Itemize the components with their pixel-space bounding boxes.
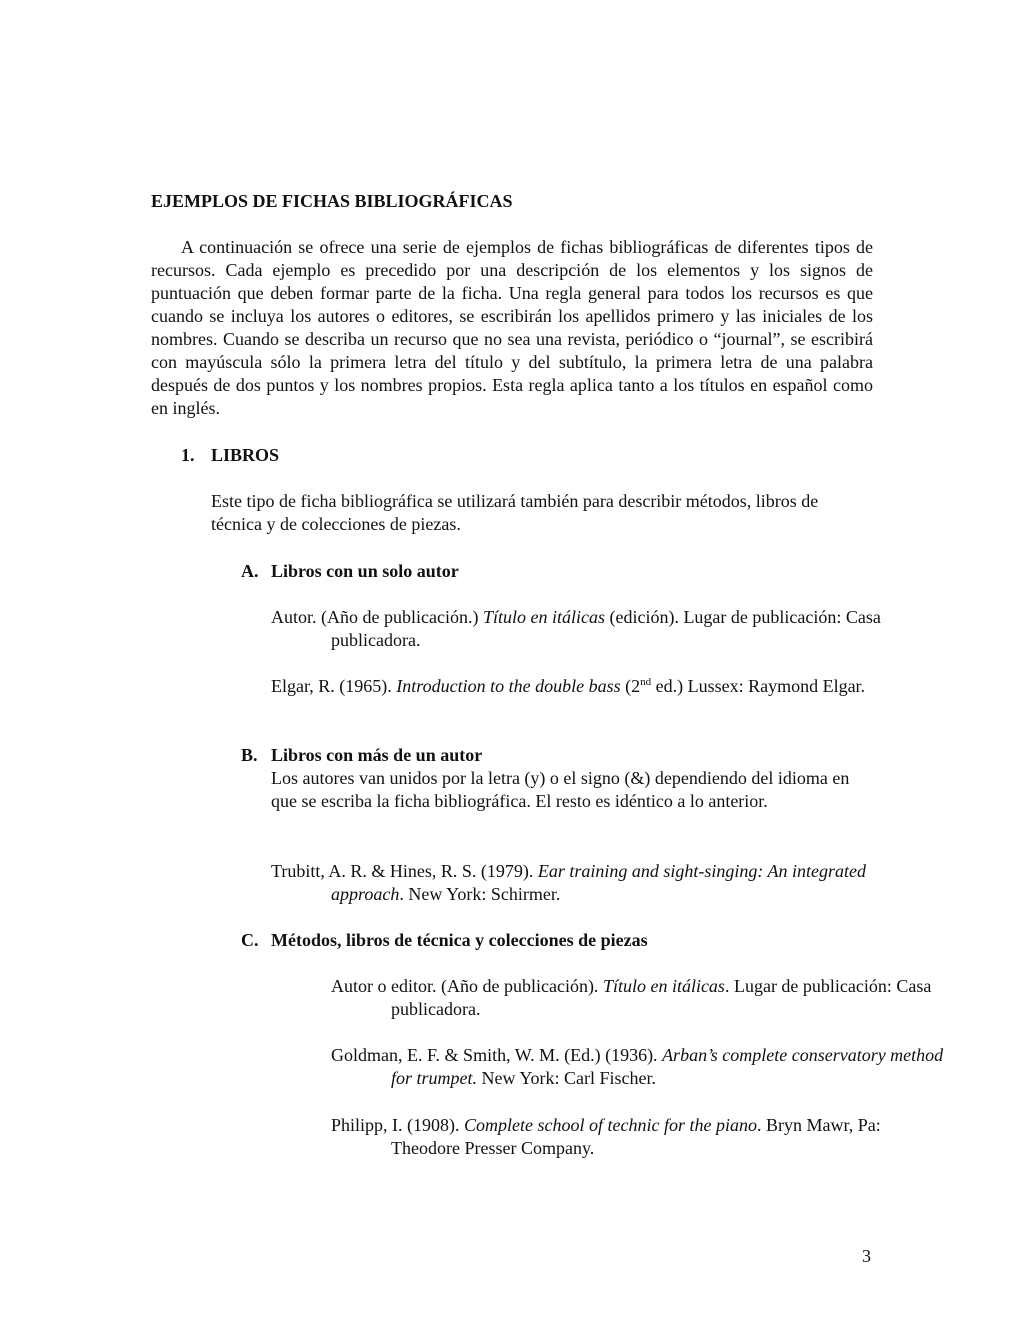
section-1-title: LIBROS — [211, 445, 280, 465]
document-heading: EJEMPLOS DE FICHAS BIBLIOGRÁFICAS — [151, 191, 513, 211]
section-1-heading — [181, 444, 279, 467]
subsection-c-letter: C. — [241, 930, 259, 950]
reference-entry — [271, 675, 933, 698]
subsection-c-title: Métodos, libros de técnica y colecciones de piezas — [271, 930, 648, 950]
section-1-number: 1. — [181, 445, 195, 465]
intro-paragraph: A continuación se ofrece una serie de ejemplos de fichas bibliográficas de diferentes tipos de recursos. Cada ejemplo es precedido por una descripción de los elementos y los signos de puntuación que deben formar parte de la ficha. Una regla general para todos los recursos es que cuando se incluya los autores o editores, se escribirán los apellidos primero y las iniciales de los nombres. Cuando se describa un recurso que no sea una revista, periódico o “journal”, se escribirá con mayúscula sólo la primera letra del título y del subtítulo, la primera letra de una palabra después de dos puntos y los nombres propios. Esta regla aplica tanto a los títulos en español como en inglés. — [151, 237, 873, 418]
subsection-b-heading — [241, 744, 482, 767]
reference-entry — [271, 860, 933, 906]
reference-entry — [271, 606, 933, 652]
reference-text: Philipp, I. (1908). — [331, 1115, 464, 1135]
reference-text: Elgar, R. (1965). — [271, 676, 397, 696]
reference-entry — [331, 975, 951, 1021]
reference-entry — [331, 1044, 951, 1090]
reference-edition: (2 — [620, 676, 641, 696]
reference-text: Autor o editor. (Año de publicación). — [331, 976, 603, 996]
subsection-b-title: Libros con más de un autor — [271, 745, 483, 765]
reference-text: Autor. (Año de publicación.) — [271, 607, 483, 627]
reference-entry — [331, 1114, 951, 1160]
reference-text: ed.) Lussex: Raymond Elgar. — [651, 676, 866, 696]
reference-title: Complete school of technic for the piano — [464, 1115, 757, 1135]
subsection-a-title: Libros con un solo autor — [271, 561, 459, 581]
section-1-description: Este tipo de ficha bibliográfica se utilizará también para describir métodos, libros de técnica y de colecciones de piezas. — [211, 491, 819, 534]
reference-text: . Bryn Mawr, Pa: Theodore Presser Company. — [391, 1115, 881, 1158]
reference-title: Arban’s complete conservatory method for trumpet. — [391, 1045, 944, 1088]
subsection-b-letter: B. — [241, 745, 258, 765]
reference-text: (edición). Lugar de publicación: Casa publicadora. — [331, 607, 881, 650]
reference-text: Trubitt, A. R. & Hines, R. S. (1979). — [271, 861, 538, 881]
reference-text: . Lugar de publicación: Casa publicadora. — [391, 976, 932, 1019]
subsection-a-letter: A. — [241, 561, 259, 581]
subsection-b-description: Los autores van unidos por la letra (y) o el signo (&) dependiendo del idioma en que se escriba la ficha bibliográfica. El resto es idéntico a lo anterior. — [271, 768, 850, 811]
reference-title: Introduction to the double bass — [396, 676, 621, 696]
reference-text: . New York: Schirmer. — [399, 884, 561, 904]
reference-title: Título en itálicas — [602, 976, 725, 996]
subsection-a-heading — [241, 560, 459, 583]
reference-edition-superscript: nd — [640, 676, 652, 688]
page-number: 3 — [862, 1246, 871, 1266]
reference-text: Goldman, E. F. & Smith, W. M. (Ed.) (1936). — [331, 1045, 663, 1065]
reference-text: New York: Carl Fischer. — [477, 1068, 657, 1088]
subsection-c-heading — [241, 929, 648, 952]
reference-title: Título en itálicas — [482, 607, 605, 627]
reference-title: Ear training and sight-singing: An integrated approach — [331, 861, 867, 904]
